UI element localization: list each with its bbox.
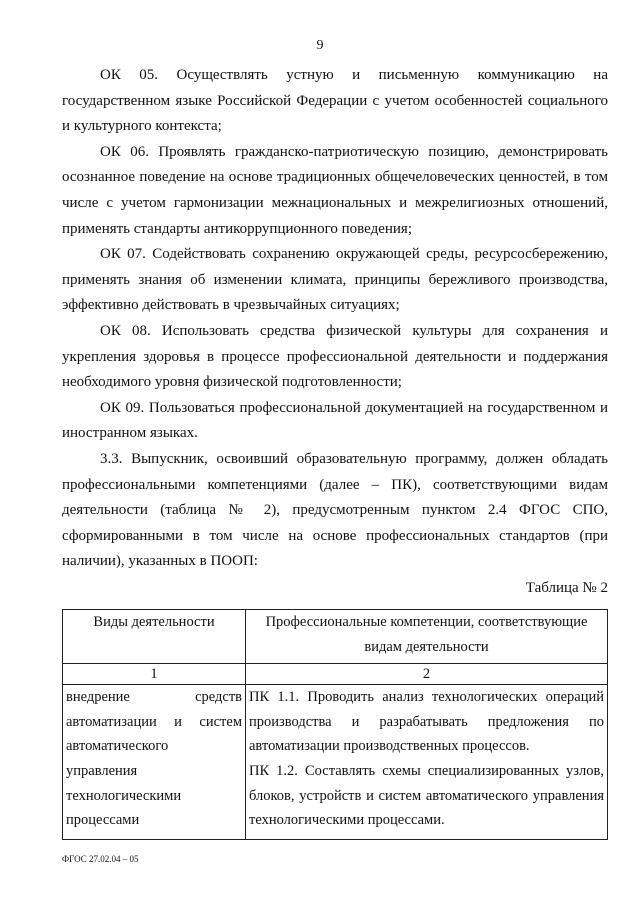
body-text <box>62 63 608 575</box>
table-header-competencies: Профессиональные компетенции, соответствующие видам деятельности <box>246 610 608 664</box>
footer-document-code: ФГОС 27.02.04 – 05 <box>62 854 139 864</box>
column-number-2: 2 <box>246 664 608 685</box>
competency-pk-1-2: ПК 1.2. Составлять схемы специализированных узлов, блоков, устройств и систем автоматического управления технологическими процессами. <box>249 762 604 829</box>
activity-text: внедрение средств автоматизации и систем автоматического управления технологическими процессами <box>66 689 242 829</box>
column-number-1: 1 <box>63 664 246 685</box>
paragraph-3-3: 3.3. Выпускник, освоивший образовательную программу, должен обладать профессиональными компетенциями (далее – ПК), соответствующими видам деятельности (таблица № 2), предусмотренным пунктом 2.4 ФГОС СПО, сформированными в том числе на основе профессиональных стандартов (при наличии), указанных в ПООП: <box>62 450 608 570</box>
paragraph-ok-08: ОК 08. Использовать средства физической культуры для сохранения и укрепления здоровья в процессе профессиональной деятельности и поддержания необходимого уровня физической подготовленности; <box>62 322 608 391</box>
paragraph-ok-09: ОК 09. Пользоваться профессиональной документацией на государственном и иностранном языках. <box>62 399 608 442</box>
competencies-cell <box>246 685 608 840</box>
paragraph-ok-05: ОК 05. Осуществлять устную и письменную коммуникацию на государственном языке Российской Федерации с учетом особенностей социального и культурного контекста; <box>62 67 608 135</box>
paragraph-ok-07: ОК 07. Содействовать сохранению окружающей среды, ресурсосбережению, применять знания об изменении климата, принципы бережливого производства, эффективно действовать в чрезвычайных ситуациях; <box>62 246 608 314</box>
page-number: 9 <box>316 38 324 53</box>
table-column-number-row <box>63 664 608 685</box>
table-header-activities: Виды деятельности <box>63 610 246 664</box>
table-row <box>63 685 608 840</box>
competencies-table <box>62 609 608 840</box>
table-caption: Таблица № 2 <box>525 580 608 596</box>
activity-cell <box>63 685 246 840</box>
paragraph-ok-06: ОК 06. Проявлять гражданско-патриотическую позицию, демонстрировать осознанное поведение на основе традиционных общечеловеческих ценностей, в том числе с учетом гармонизации межнациональных и межрелигиозных отношений, применять стандарты антикоррупционного поведения; <box>62 143 608 237</box>
competency-pk-1-1: ПК 1.1. Проводить анализ технологических операций производства и разрабатывать предложения по автоматизации производственных процессов. <box>249 689 604 755</box>
table-header-row <box>63 610 608 664</box>
